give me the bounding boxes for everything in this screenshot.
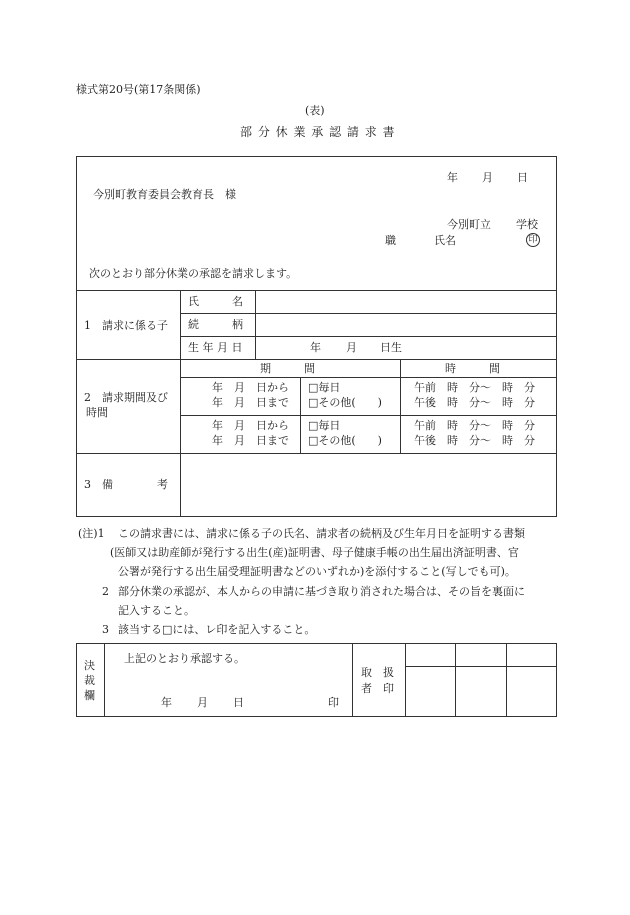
school-suffix: 学校 [516, 218, 538, 231]
position-label: 職 [385, 234, 396, 247]
child-birth-label: 生 年 月 日 [188, 341, 243, 354]
option-other-checkbox[interactable]: □その他( ) [308, 396, 382, 409]
child-relation-label: 続 柄 [188, 318, 243, 331]
period-section-label-line1: 2 請求期間及び [84, 391, 168, 404]
period-from: 年 月 日から [212, 381, 289, 394]
period-section-label-line2: 時間 [86, 406, 108, 419]
time-pm: 午後 時 分～ 時 分 [414, 434, 535, 447]
child-name-label: 氏 名 [188, 295, 243, 308]
note2-line1: 部分休業の承認が、本人からの申請に基づき取り消された場合は、その旨を裏面に [118, 585, 525, 598]
seal-mark: 印 [526, 233, 540, 247]
approval-seal-label: 印 [328, 696, 339, 709]
birth-year: 年 [310, 341, 321, 354]
request-statement: 次のとおり部分休業の承認を請求します。 [89, 267, 298, 280]
option-other-checkbox[interactable]: □その他( ) [308, 434, 382, 447]
request-date-month: 月 [482, 171, 493, 184]
period-header: 期 間 [260, 362, 315, 375]
handler-label-line2: 者 印 [361, 682, 394, 695]
note3-line1: 該当する□には、レ印を記入すること。 [118, 623, 316, 636]
birth-day: 日生 [380, 341, 402, 354]
time-am: 午前 時 分～ 時 分 [414, 381, 535, 394]
approval-label: 決裁欄 [84, 659, 95, 702]
approval-date-day: 日 [233, 696, 244, 709]
note1-line3: 公署が発行する出生届受理証明書などのいずれか)を添付すること(写しでも可)。 [118, 565, 516, 578]
approval-date-month: 月 [197, 696, 208, 709]
name-label: 氏名 [434, 234, 456, 247]
request-date-year: 年 [447, 171, 458, 184]
note2-prefix: 2 [102, 585, 109, 598]
school-prefix: 今別町立 [447, 218, 491, 231]
approval-date-year: 年 [161, 696, 172, 709]
option-daily-checkbox[interactable]: □毎日 [308, 419, 341, 432]
birth-month: 月 [346, 341, 357, 354]
time-header: 時 間 [445, 362, 500, 375]
remarks-label: 3 備 考 [84, 478, 168, 491]
time-am: 午前 時 分～ 時 分 [414, 419, 535, 432]
period-to: 年 月 日まで [212, 434, 289, 447]
page-title: 部 分 休 業 承 認 請 求 書 [240, 125, 396, 139]
child-section-label: 1 請求に係る子 [84, 319, 168, 332]
time-pm: 午後 時 分～ 時 分 [414, 396, 535, 409]
period-from: 年 月 日から [212, 419, 289, 432]
side-label: (表) [305, 104, 325, 117]
note1-line1: この請求書には、請求に係る子の氏名、請求者の続柄及び生年月日を証明する書類 [118, 527, 525, 540]
approval-statement: 上記のとおり承認する。 [124, 652, 245, 665]
note2-line2: 記入すること。 [118, 604, 195, 617]
note1-prefix: (注)1 [78, 527, 105, 540]
note3-prefix: 3 [102, 623, 109, 636]
addressee: 今別町教育委員会教育長 様 [93, 188, 236, 201]
form-number: 様式第20号(第17条関係) [76, 83, 201, 96]
period-to: 年 月 日まで [212, 396, 289, 409]
option-daily-checkbox[interactable]: □毎日 [308, 381, 341, 394]
handler-label-line1: 取 扱 [361, 666, 394, 679]
note1-line2: (医師又は助産師が発行する出生(産)証明書、母子健康手帳の出生届出済証明書、官 [110, 546, 519, 559]
request-date-day: 日 [517, 171, 528, 184]
applicant-seal [526, 233, 540, 247]
